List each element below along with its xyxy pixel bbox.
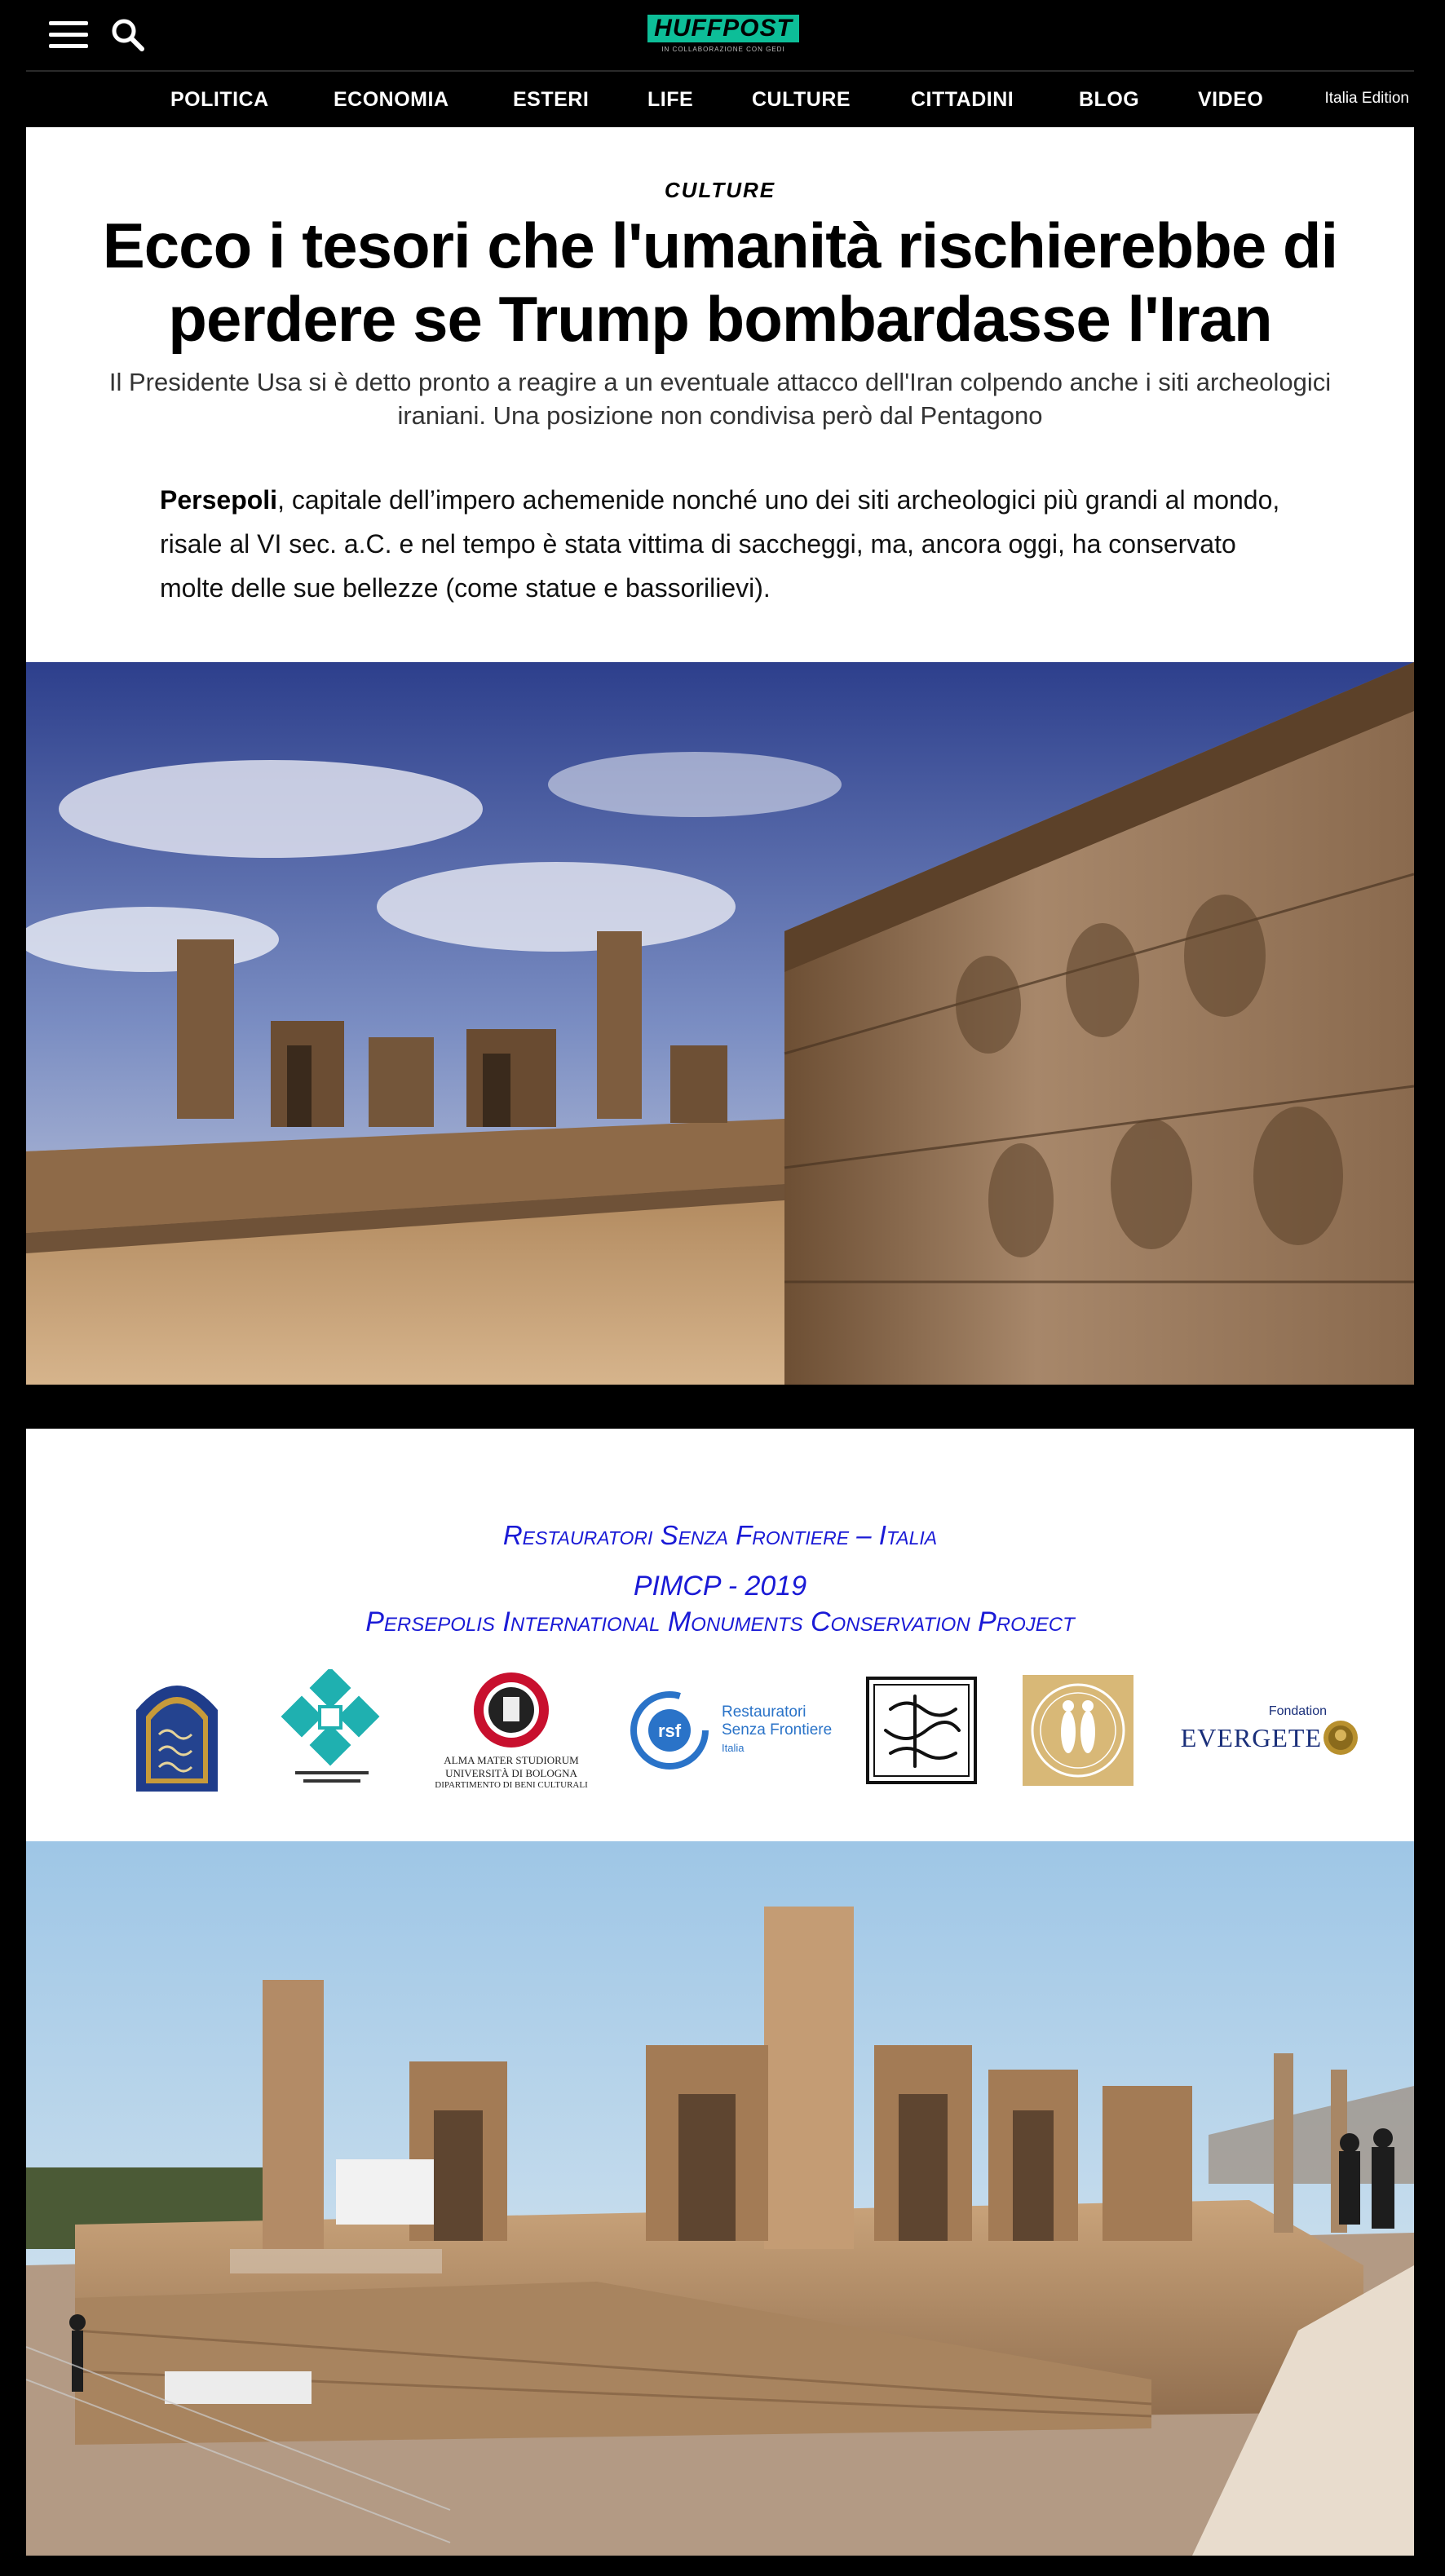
hamburger-menu-icon[interactable] bbox=[49, 21, 88, 47]
university-bologna-logo bbox=[434, 1665, 589, 1796]
huffpost-logo[interactable] bbox=[621, 15, 825, 59]
project-title: Persepolis International Monuments Conservation Project bbox=[365, 1606, 1075, 1637]
bologna-line-3: DIPARTIMENTO DI BENI CULTURALI bbox=[435, 1780, 588, 1790]
article-lead-paragraph bbox=[160, 478, 1301, 610]
nav-item-culture[interactable]: CULTURE bbox=[752, 88, 851, 111]
rsf-logo bbox=[617, 1665, 854, 1796]
article-header bbox=[26, 127, 1414, 662]
iranian-heritage-logo bbox=[864, 1665, 979, 1796]
bologna-line-2: UNIVERSITÀ DI BOLOGNA bbox=[445, 1767, 577, 1779]
top-bar bbox=[26, 0, 1414, 70]
article-headline: Ecco i tesori che l'umanità rischierebbe di perdere se Trump bombardasse l'Iran bbox=[102, 210, 1338, 355]
edition-selector[interactable]: Italia Edition bbox=[1324, 90, 1409, 107]
nav-item-blog[interactable]: BLOG bbox=[1079, 88, 1140, 111]
evergete-small-label: Fondation bbox=[1268, 1704, 1327, 1718]
nav-item-life[interactable]: LIFE bbox=[647, 88, 694, 111]
gold-foundation-logo bbox=[1017, 1665, 1139, 1796]
evergete-name: EVERGETE bbox=[1180, 1722, 1322, 1752]
lead-text: , capitale dell’impero achemenide nonché uno dei siti archeologici più grandi al mondo, risale al VI sec. a.C. e nel tempo è stata vittima di saccheggi, ma, ancora oggi, ha conservato molte delle sue bellezze (come statue e bassorilievi). bbox=[160, 485, 1280, 603]
nav-item-politica[interactable]: POLITICA bbox=[170, 88, 269, 111]
nav-item-cittadini[interactable]: CITTADINI bbox=[911, 88, 1014, 111]
project-info-card bbox=[26, 1429, 1414, 1841]
article-subhead: Il Presidente Usa si è detto pronto a reagire a un eventuale attacco dell'Iran colpendo anche i siti archeologici iraniani. Una posizione non condivisa però dal Pentagono bbox=[108, 368, 1332, 430]
logo-text: HUFFPOST bbox=[647, 15, 799, 42]
persian-institute-logo bbox=[116, 1665, 238, 1796]
lead-bold-term: Persepoli bbox=[160, 485, 278, 515]
research-institute-logo bbox=[271, 1665, 393, 1796]
fondation-evergete-logo bbox=[1164, 1665, 1359, 1796]
gold-coin-icon bbox=[1322, 1719, 1359, 1756]
persepolis-relief-photo bbox=[26, 662, 1414, 1385]
rsf-name: Restauratori Senza Frontiere bbox=[722, 1703, 833, 1739]
section-kicker[interactable]: CULTURE bbox=[664, 178, 776, 202]
project-code: PIMCP - 2019 bbox=[633, 1571, 807, 1602]
organization-name: Restauratori Senza Frontiere – Italia bbox=[502, 1520, 938, 1550]
nav-item-video[interactable]: VIDEO bbox=[1198, 88, 1264, 111]
bologna-line-1: ALMA MATER STUDIORUM bbox=[444, 1754, 579, 1766]
nav-item-esteri[interactable]: ESTERI bbox=[513, 88, 590, 111]
logo-subtitle: IN COLLABORAZIONE CON GEDI bbox=[661, 46, 785, 53]
main-nav bbox=[26, 70, 1414, 127]
persepolis-restoration-site-photo bbox=[26, 1841, 1414, 2556]
rsf-country: Italia bbox=[722, 1742, 745, 1754]
search-icon[interactable] bbox=[108, 15, 147, 54]
nav-item-economia[interactable]: ECONOMIA bbox=[334, 88, 449, 111]
rsf-badge-text: rsf bbox=[657, 1721, 682, 1741]
